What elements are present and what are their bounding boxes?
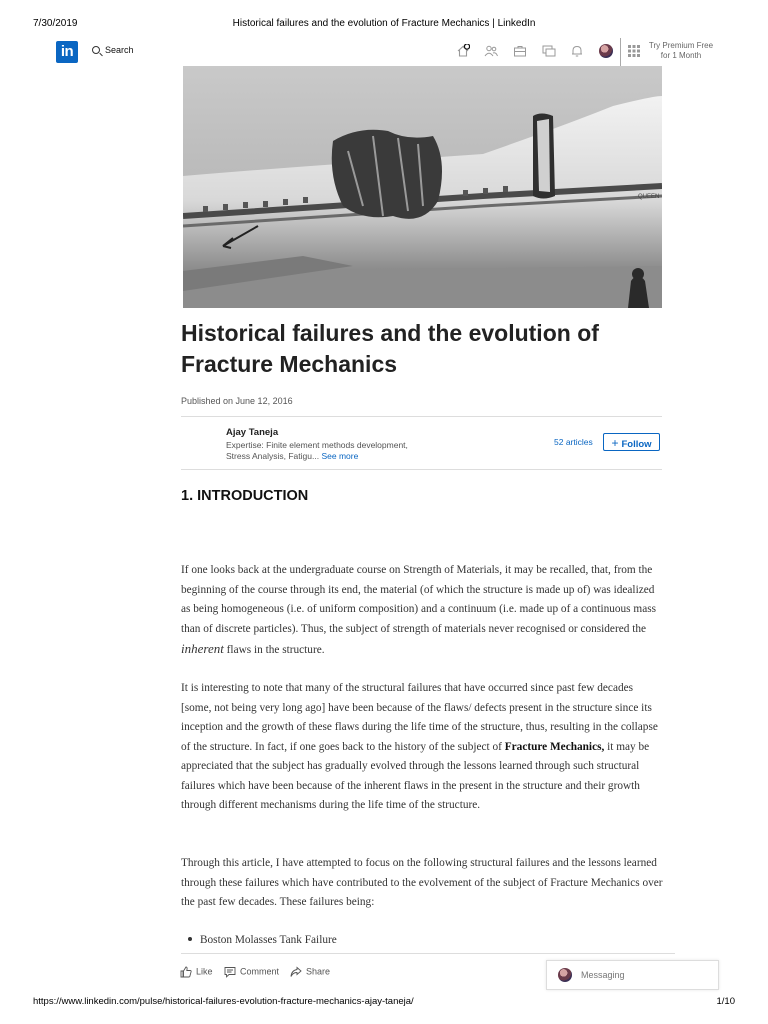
published-date: Published on June 12, 2016 (181, 396, 293, 406)
like-label: Like (196, 966, 213, 977)
hero-image (183, 66, 662, 308)
print-date: 7/30/2019 (33, 18, 78, 29)
divider-bottom (181, 469, 662, 470)
paragraph-1-text-b: flaws in the structure. (223, 644, 325, 656)
author-expertise-text: Expertise: Finite element methods development, Stress Analysis, Fatigu... (226, 440, 408, 461)
messaging-widget[interactable] (546, 960, 719, 990)
search-icon (92, 46, 100, 54)
articles-count-link[interactable]: 52 articles (554, 437, 593, 447)
paragraph-1-text-a: If one looks back at the undergraduate course on Strength of Materials, it may be recalled, that, from the beginning of the course through its end, the material (of which the structure is made up of) was idealized as being homogeneous (i.e. of uniform composition) and a continuum (i.e. made up of a continuous mass than of discrete particles). Thus, the subject of strength of materials never recognised or considered the (181, 564, 656, 635)
paragraph-2-text-a: It is interesting to note that many of the structural failures that have occurred since past few decades [some, not being very long ago] have been because of the flaws/ defects present in the structure since its inception and the growth of these flaws during the life time of the structure, thus, resulting in the collapse of the structure. In fact, if one goes back to the history of the subject of (181, 682, 658, 753)
list-item (188, 934, 337, 946)
premium-line1: Try Premium Free (648, 41, 714, 50)
comment-label: Comment (240, 966, 280, 977)
try-premium-link[interactable] (646, 41, 716, 61)
jobs-icon[interactable] (513, 44, 527, 58)
profile-avatar[interactable] (599, 44, 613, 58)
follow-label: Follow (621, 439, 652, 450)
plus-icon: + (611, 436, 619, 450)
section-heading: 1. INTRODUCTION (181, 488, 309, 504)
premium-line2: for 1 Month (660, 51, 702, 60)
author-name[interactable]: Ajay Taneja (226, 427, 279, 438)
comment-button[interactable] (224, 966, 279, 978)
nav-divider (620, 38, 621, 66)
paragraph-2-bold: Fracture Mechanics, (504, 740, 605, 753)
print-footer (0, 996, 768, 1008)
action-bar-divider (181, 953, 675, 954)
paragraph-1-italic: inherent (181, 641, 224, 656)
share-label: Share (306, 966, 331, 977)
see-more-link[interactable]: See more (321, 451, 359, 461)
print-header (0, 18, 768, 30)
divider-top (181, 416, 662, 417)
author-expertise (226, 440, 426, 462)
list-item-text: Boston Molasses Tank Failure (200, 934, 337, 946)
print-url: https://www.linkedin.com/pulse/historical-failures-evolution-fracture-mechanics-ajay-taneja/ (33, 996, 414, 1007)
article-title: Historical failures and the evolution of Fracture Mechanics (181, 320, 599, 377)
bullet-icon (188, 937, 192, 941)
paragraph-2-text-b: it may be appreciated that the subject has gradually evolved through the lessons learned through such structural failures which have been because of the inherent flaws in the present in the structure and their growth through different mechanisms during the life time of the structure. (181, 740, 650, 811)
search-box[interactable] (92, 45, 134, 55)
like-button[interactable] (180, 966, 213, 978)
print-page-number: 1/10 (716, 996, 735, 1007)
paragraph-1 (181, 561, 665, 661)
follow-button[interactable] (603, 433, 660, 451)
top-navbar (0, 38, 768, 66)
plane-label: QUEEN (638, 194, 660, 200)
messaging-avatar (558, 968, 572, 982)
print-page-title: Historical failures and the evolution of Fracture Mechanics | LinkedIn (232, 18, 536, 29)
linkedin-logo[interactable]: in (56, 41, 78, 63)
home-icon[interactable] (456, 44, 470, 58)
paragraph-3: Through this article, I have attempted to focus on the following structural failures and the lessons learned through these failures which have contributed to the evolvement of the subject of Fracture Mechanics over the past few decades. These failures being: (181, 857, 663, 908)
search-label: Search (105, 45, 134, 55)
paragraph-2 (181, 679, 665, 816)
messaging-icon[interactable] (542, 44, 556, 58)
share-button[interactable] (290, 966, 330, 978)
work-grid-icon[interactable] (627, 44, 641, 58)
notifications-icon[interactable] (570, 44, 584, 58)
comment-icon (224, 966, 236, 978)
thumbs-up-icon (180, 966, 192, 978)
share-icon (290, 966, 302, 978)
messaging-label: Messaging (581, 970, 625, 980)
network-icon[interactable] (484, 44, 498, 58)
